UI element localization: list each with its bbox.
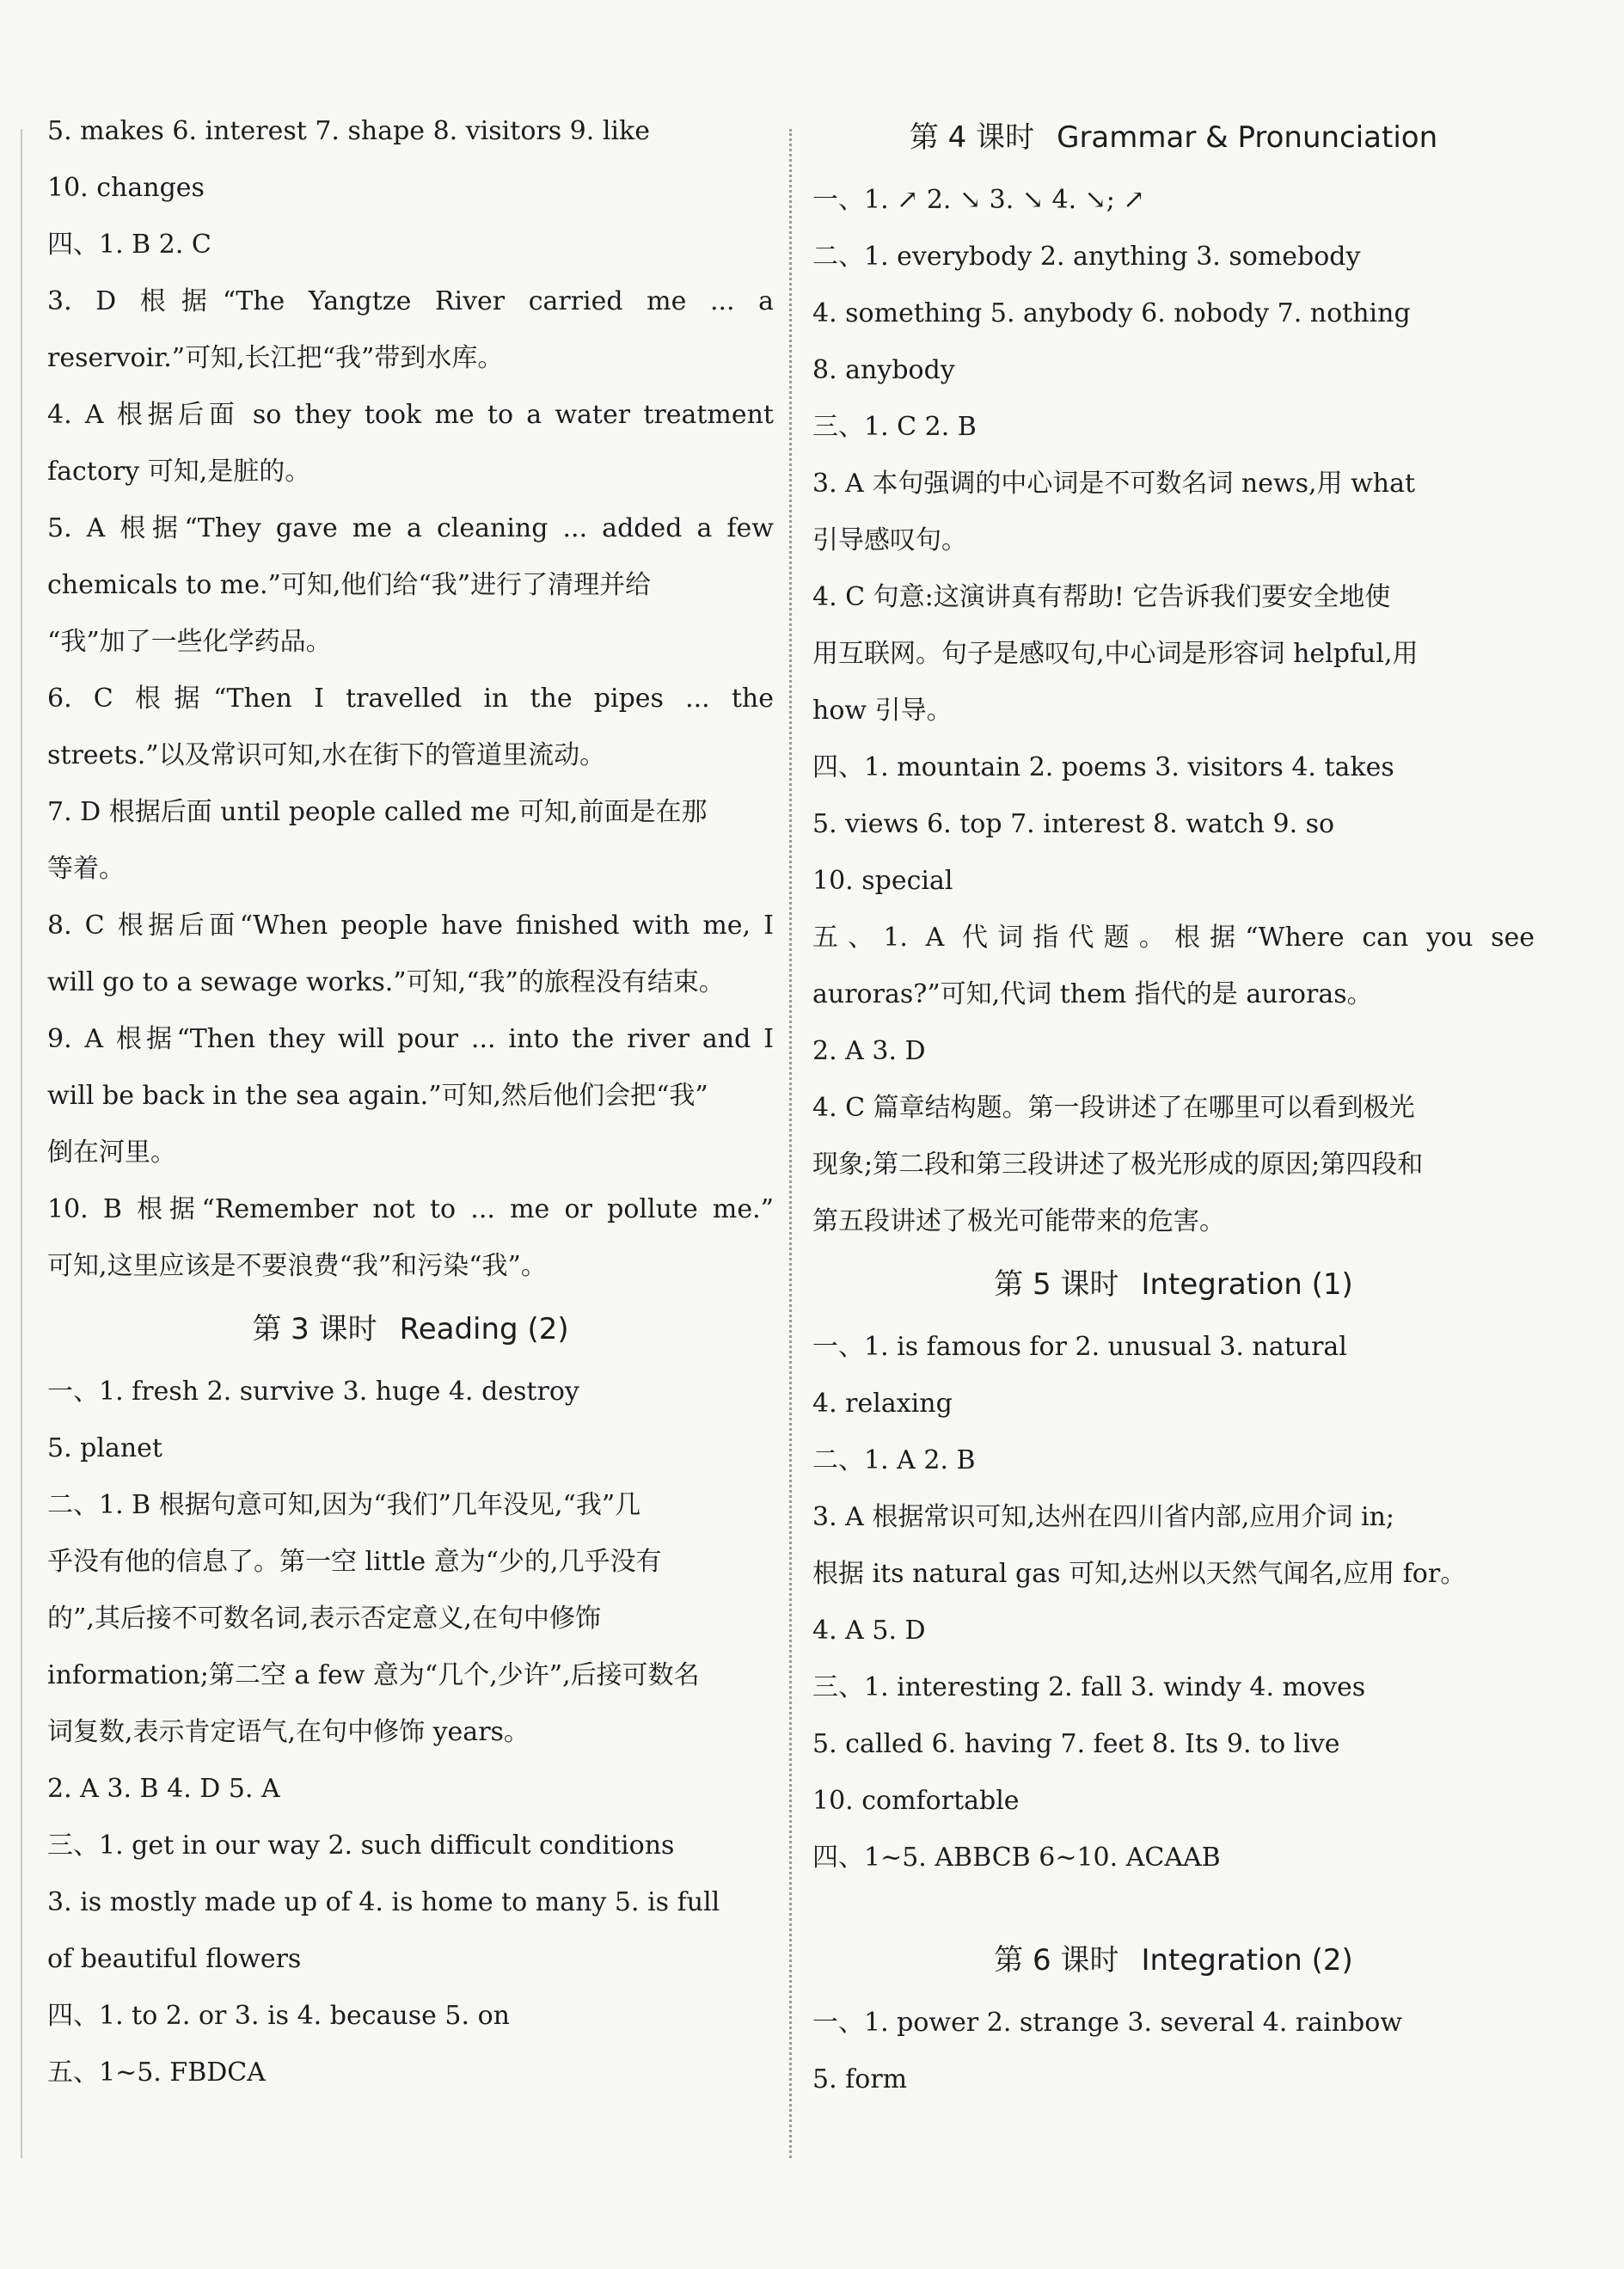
answer-line: will be back in the sea again.”可知,然后他们会把“我” (47, 1081, 708, 1111)
lesson-title: Reading (2) (399, 1312, 569, 1346)
answer-line: 5. planet (47, 1433, 162, 1463)
answer-line: 三、1. C 2. B (812, 412, 977, 442)
answer-line: 词复数,表示肯定语气,在句中修饰 years。 (47, 1717, 530, 1747)
answer-line: of beautiful flowers (47, 1944, 302, 1974)
answer-line: 10. comfortable (812, 1786, 1020, 1816)
answer-line: 第五段讲述了极光可能带来的危害。 (812, 1206, 1225, 1236)
answer-line: streets.”以及常识可知,水在街下的管道里流动。 (47, 740, 606, 770)
answer-line: 乎没有他的信息了。第一空 little 意为“少的,几乎没有 (47, 1547, 662, 1577)
answer-line: 二、1. everybody 2. anything 3. somebody (812, 242, 1361, 272)
lesson-title: Grammar & Pronunciation (1057, 120, 1438, 155)
answer-line: 一、1. is famous for 2. unusual 3. natural (812, 1332, 1347, 1362)
answer-line: 现象;第二段和第三段讲述了极光形成的原因;第四段和 (812, 1150, 1424, 1180)
answer-line: chemicals to me.”可知,他们给“我”进行了清理并给 (47, 570, 652, 600)
lesson-heading (812, 103, 1535, 172)
answer-line: 5. called 6. having 7. feet 8. Its 9. to live (812, 1729, 1340, 1759)
lesson-heading (47, 1295, 774, 1364)
answer-line: 五、1~5. FBDCA (47, 2057, 266, 2088)
answer-line: 8. C 根据后面“When people have finished with me, I (47, 911, 774, 941)
answer-line: 4. C 句意:这演讲真有帮助! 它告诉我们要安全地使 (812, 582, 1391, 612)
lesson-heading (812, 1250, 1535, 1319)
answer-line: 的”,其后接不可数名词,表示否定意义,在句中修饰 (47, 1604, 601, 1634)
lesson-number: 第 3 课时 (252, 1312, 377, 1346)
answer-line: 9. A 根据“Then they will pour ... into the river and I (47, 1024, 774, 1054)
answer-line: 5. views 6. top 7. interest 8. watch 9. so (812, 809, 1335, 839)
answer-line: 四、1. to 2. or 3. is 4. because 5. on (47, 2001, 510, 2031)
answer-line: 5. A 根据“They gave me a cleaning ... added a few (47, 513, 774, 543)
answer-line: auroras?”可知,代词 them 指代的是 auroras。 (812, 979, 1373, 1009)
answer-line: 根据 its natural gas 可知,达州以天然气闻名,应用 for。 (812, 1559, 1467, 1589)
answer-line: 3. A 本句强调的中心词是不可数名词 news,用 what (812, 469, 1416, 499)
right-column (812, 103, 1535, 2108)
answer-line: 四、1~5. ABBCB 6~10. ACAAB (812, 1843, 1221, 1873)
answer-line: 三、1. get in our way 2. such difficult conditions (47, 1831, 675, 1861)
answer-line: 4. something 5. anybody 6. nobody 7. nothing (812, 298, 1411, 328)
lesson-title: Integration (2) (1141, 1943, 1353, 1978)
answer-line: 8. anybody (812, 355, 955, 385)
answer-line: 3. A 根据常识可知,达州在四川省内部,应用介词 in; (812, 1502, 1394, 1532)
answer-line: 四、1. B 2. C (47, 230, 211, 260)
answer-line: reservoir.”可知,长江把“我”带到水库。 (47, 343, 504, 373)
binding-margin-rule (21, 129, 22, 2158)
answer-line: 5. makes 6. interest 7. shape 8. visitors 9. like (47, 116, 650, 146)
answer-line: 5. form (812, 2064, 908, 2094)
answer-line: 3. D 根据“The Yangtze River carried me ... a (47, 286, 774, 316)
answer-line: 4. C 篇章结构题。第一段讲述了在哪里可以看到极光 (812, 1093, 1415, 1123)
answer-line: 倒在河里。 (47, 1138, 176, 1168)
answer-line: 10. B 根据“Remember not to ... me or pollute me.” (47, 1194, 774, 1224)
answer-line: 6. C 根据“Then I travelled in the pipes ... the (47, 684, 774, 714)
answer-line: 可知,这里应该是不要浪费“我”和污染“我”。 (47, 1251, 547, 1281)
lesson-heading (812, 1926, 1535, 1995)
column-divider (789, 129, 792, 2158)
lesson-number: 第 5 课时 (994, 1267, 1119, 1302)
left-column (47, 103, 774, 2101)
lesson-number: 第 4 课时 (909, 120, 1035, 155)
answer-line: will go to a sewage works.”可知,“我”的旅程没有结束。 (47, 967, 725, 997)
answer-line: 2. A 3. D (812, 1036, 926, 1066)
answer-line: 一、1. ↗ 2. ↘ 3. ↘ 4. ↘; ↗ (812, 185, 1145, 215)
lesson-title: Integration (1) (1141, 1267, 1353, 1302)
answer-line: 引导感叹句。 (812, 525, 967, 555)
section-gap (812, 1886, 1535, 1926)
answer-line: factory 可知,是脏的。 (47, 457, 311, 487)
answer-line: information;第二空 a few 意为“几个,少许”,后接可数名 (47, 1660, 700, 1690)
answer-line: 7. D 根据后面 until people called me 可知,前面是在那 (47, 797, 708, 827)
answer-line: 2. A 3. B 4. D 5. A (47, 1774, 280, 1804)
answer-line: 五、1. A 代词指代题。根据“Where can you see (812, 923, 1535, 953)
answer-line: 一、1. power 2. strange 3. several 4. rainbow (812, 2008, 1403, 2038)
answer-line: 10. special (812, 866, 953, 896)
answer-line: 二、1. A 2. B (812, 1445, 976, 1475)
answer-line: 一、1. fresh 2. survive 3. huge 4. destroy (47, 1377, 579, 1407)
answer-line: “我”加了一些化学药品。 (47, 627, 332, 657)
lesson-number: 第 6 课时 (994, 1943, 1119, 1978)
answer-line: 3. is mostly made up of 4. is home to many 5. is full (47, 1887, 720, 1917)
answer-line: 10. changes (47, 173, 205, 203)
answer-line: how 引导。 (812, 696, 953, 726)
answer-line: 用互联网。句子是感叹句,中心词是形容词 helpful,用 (812, 639, 1419, 669)
answer-line: 等着。 (47, 854, 125, 884)
answer-line: 4. A 根据后面 so they took me to a water treatment (47, 400, 774, 430)
answer-line: 二、1. B 根据句意可知,因为“我们”几年没见,“我”几 (47, 1490, 641, 1520)
answer-line: 4. A 5. D (812, 1616, 926, 1646)
answer-line: 4. relaxing (812, 1389, 953, 1419)
answer-line: 三、1. interesting 2. fall 3. windy 4. moves (812, 1672, 1366, 1702)
answer-line: 四、1. mountain 2. poems 3. visitors 4. takes (812, 752, 1394, 782)
